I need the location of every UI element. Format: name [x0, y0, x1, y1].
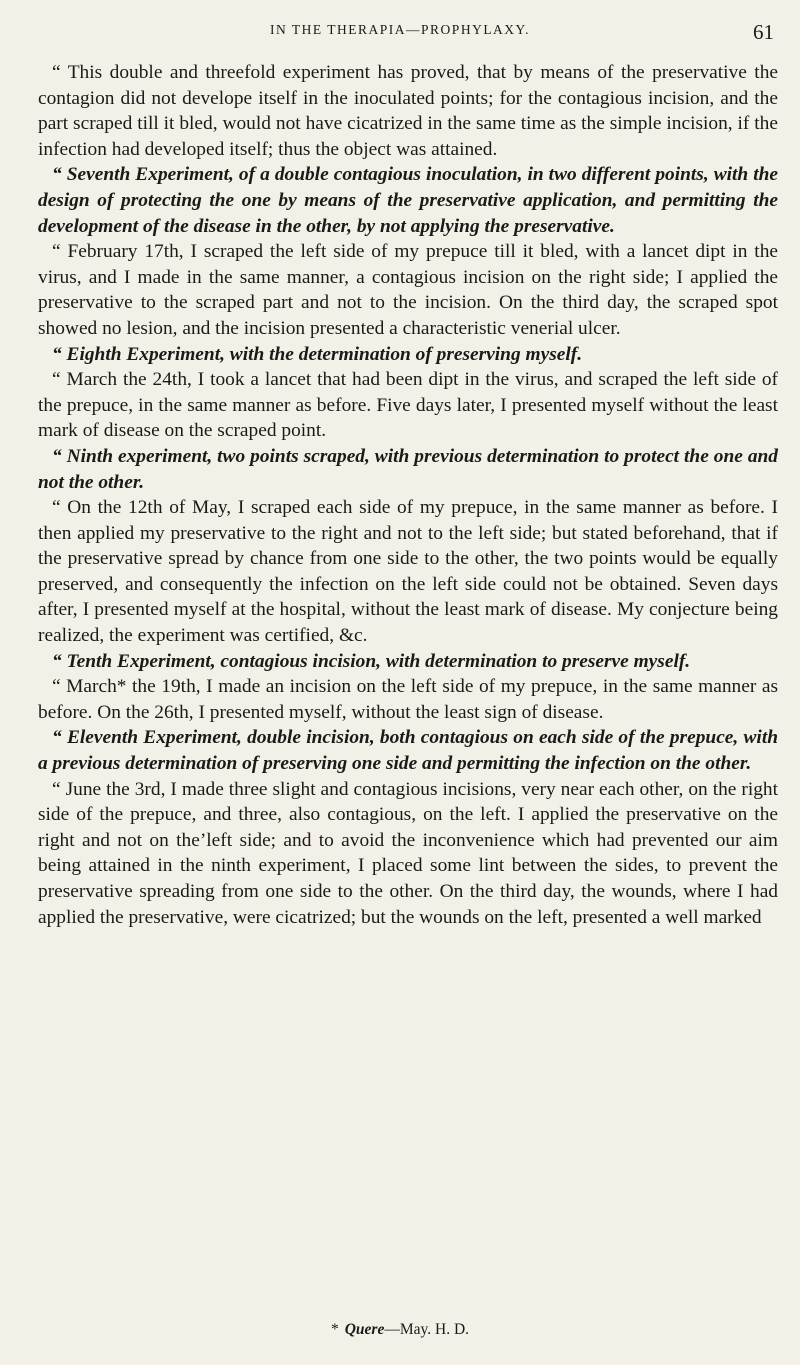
- footnote-marker: *: [330, 1321, 339, 1338]
- paragraph-ninth-experiment: “ On the 12th of May, I scraped each side of my prepuce, in the same manner as before. I then applied my preservative to the right and not to the left side; but stated beforehand, that if the preservative spread by chance from one side to the other, the two points would be equally preserved, and consequently the infection on the left side could not be obtained. Seven days after, I presented myself at the hospital, without the least mark of disease. My conjecture being realized, the experiment was certified, &c.: [38, 497, 778, 647]
- paragraph-conclusion: “ This double and threefold experiment has proved, that by means of the preservative the contagion did not develope itself in the inoculated points; for the contagious incision, and the part scraped till it bled, would not have cicatrized in the same time as the simple incision, if the infection had developed itself; thus the object was attained.: [38, 62, 778, 160]
- heading-eleventh-experiment: “ Eleventh Experiment, double incision, both contagious on each side of the prepuce, with a previous determination of preserving one side and permitting the infection on the other.: [38, 727, 778, 775]
- heading-tenth-experiment: “ Tenth Experiment, contagious incision, with determination to preserve myself.: [52, 650, 691, 672]
- paragraph-seventh-experiment: “ February 17th, I scraped the left side of my prepuce till it bled, with a lancet dipt in the virus, and I made in the same manner, a contagious incision on the right side; I applied the preservative to the scraped part and not to the incision. On the third day, the scraped spot showed no lesion, and the incision presented a characteristic venerial ulcer.: [38, 241, 778, 339]
- page-body: [38, 60, 778, 930]
- heading-eighth-experiment: “ Eighth Experiment, with the determination of preserving myself.: [52, 343, 583, 365]
- running-title: IN THE THERAPIA—PROPHYLAXY.: [270, 22, 530, 37]
- paragraph-tenth-experiment: “ March* the 19th, I made an incision on the left side of my prepuce, in the same manner as before. On the 26th, I presented myself, without the least sign of disease.: [38, 676, 778, 723]
- paragraph-eleventh-experiment: “ June the 3rd, I made three slight and contagious incisions, very near each other, on the right side of the prepuce, and three, also contagious, on the left. I applied the preservative on the right and not on the’left side; and to avoid the inconvenience which had prevented our aim being attained in the ninth experiment, I placed some lint between the sides, to prevent the preservative spreading from one side to the other. On the third day, the wounds, where I had applied the preservative, were cicatrized; but the wounds on the left, presented a well marked: [38, 778, 778, 928]
- heading-seventh-experiment: “ Seventh Experiment, of a double contagious inoculation, in two different points, with the design of protecting the one by means of the preservative application, and permitting the development of the disease in the other, by not applying the preservative.: [38, 164, 778, 237]
- footnote-text: —May. H. D.: [384, 1321, 470, 1338]
- paragraph-eighth-experiment: “ March the 24th, I took a lancet that had been dipt in the virus, and scraped the left side of the prepuce, in the same manner as before. Five days later, I presented myself without the least mark of disease on the scraped point.: [38, 369, 778, 442]
- footnote-quere: Quere: [344, 1321, 385, 1338]
- footnote: [0, 1321, 800, 1339]
- heading-ninth-experiment: “ Ninth experiment, two points scraped, with previous determination to protect the one and not the other.: [38, 445, 778, 493]
- page-number: 61: [753, 20, 774, 44]
- running-head: [0, 20, 800, 60]
